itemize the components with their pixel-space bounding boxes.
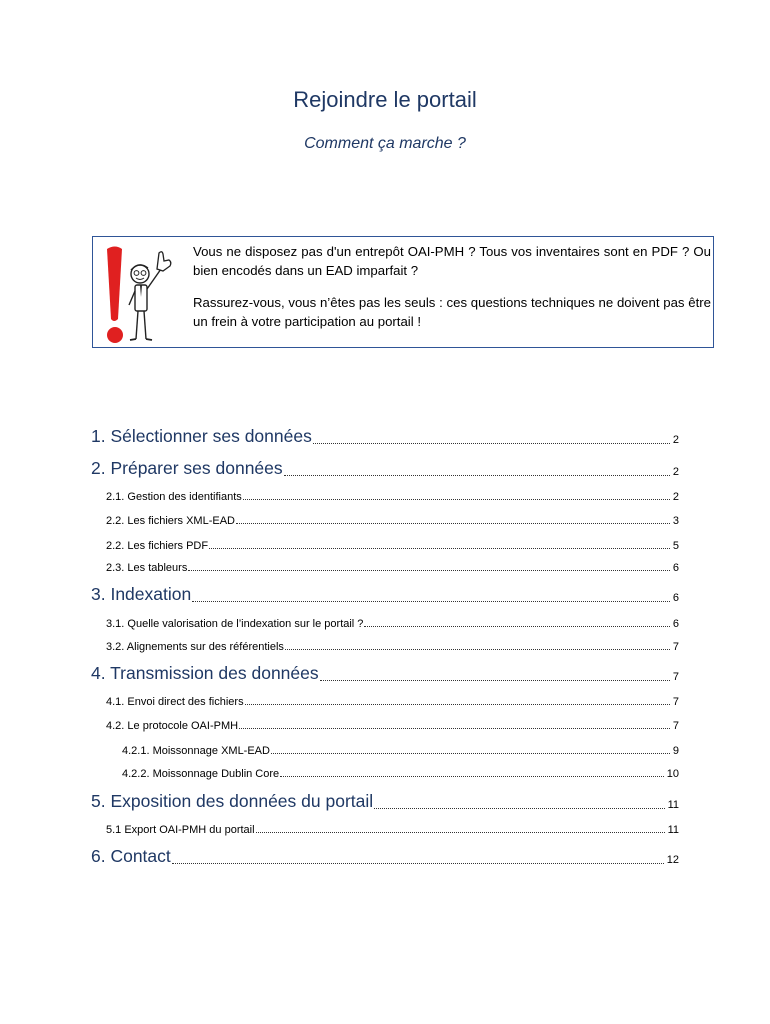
toc-entry[interactable] bbox=[91, 845, 679, 867]
toc-dot-leader bbox=[188, 569, 670, 571]
toc-dot-leader bbox=[192, 600, 670, 602]
toc-dot-leader bbox=[172, 862, 664, 864]
toc-entry-label: 3. Indexation bbox=[91, 584, 192, 604]
toc-entry-label: 2.1. Gestion des identifiants bbox=[106, 491, 242, 503]
toc-entry-label: 3.2. Alignements sur des référentiels bbox=[106, 641, 284, 653]
toc-entry-label: 2.2. Les fichiers PDF bbox=[106, 540, 209, 552]
toc-entry-page: 2 bbox=[672, 466, 679, 478]
toc-dot-leader bbox=[364, 625, 669, 627]
toc-entry-label: 5. Exposition des données du portail bbox=[91, 791, 374, 811]
toc-entry[interactable] bbox=[106, 487, 679, 503]
toc-entry-page: 5 bbox=[672, 540, 679, 552]
toc-entry-page: 2 bbox=[672, 434, 679, 446]
toc-dot-leader bbox=[239, 727, 670, 729]
notice-text bbox=[193, 242, 711, 344]
toc-entry-label: 4. Transmission des données bbox=[91, 663, 319, 683]
toc-dot-leader bbox=[209, 547, 670, 549]
toc-entry[interactable] bbox=[106, 820, 679, 836]
toc-entry-page: 6 bbox=[672, 618, 679, 630]
toc-entry-label: 6. Contact bbox=[91, 846, 171, 866]
page-title: Rejoindre le portail bbox=[293, 87, 477, 112]
toc-entry-page: 2 bbox=[672, 491, 679, 503]
toc-entry-page: 9 bbox=[672, 745, 679, 757]
toc-dot-leader bbox=[256, 831, 665, 833]
toc-entry[interactable] bbox=[91, 425, 679, 447]
toc-dot-leader bbox=[271, 752, 670, 754]
toc-entry-label: 3.1. Quelle valorisation de l’indexation sur le portail ? bbox=[106, 618, 364, 630]
toc-entry-page: 6 bbox=[672, 562, 679, 574]
toc-entry[interactable] bbox=[106, 716, 679, 732]
toc-entry[interactable] bbox=[106, 637, 679, 653]
notice-box bbox=[92, 236, 714, 348]
toc-entry-label: 4.2.2. Moissonnage Dublin Core bbox=[122, 768, 280, 780]
toc-dot-leader bbox=[280, 775, 664, 777]
toc-entry[interactable] bbox=[122, 764, 679, 780]
toc-entry[interactable] bbox=[106, 536, 679, 552]
toc-entry-label: 4.1. Envoi direct des fichiers bbox=[106, 696, 244, 708]
toc-entry-page: 3 bbox=[672, 515, 679, 527]
notice-paragraph-2: Rassurez-vous, vous n’êtes pas les seuls : ces questions techniques ne doivent pas être un frein à votre participation au portail ! bbox=[193, 295, 711, 329]
toc-entry[interactable] bbox=[122, 741, 679, 757]
toc-entry[interactable] bbox=[106, 558, 679, 574]
toc-dot-leader bbox=[245, 703, 670, 705]
toc-entry-page: 10 bbox=[666, 768, 679, 780]
toc-entry[interactable] bbox=[91, 457, 679, 479]
exclamation-mark-person-icon bbox=[99, 241, 175, 345]
toc-entry-label: 2. Préparer ses données bbox=[91, 458, 283, 478]
toc-entry-page: 6 bbox=[672, 592, 679, 604]
toc-dot-leader bbox=[320, 679, 670, 681]
toc-entry-label: 1. Sélectionner ses données bbox=[91, 426, 312, 446]
toc-entry-label: 4.2. Le protocole OAI-PMH bbox=[106, 720, 239, 732]
toc-entry[interactable] bbox=[91, 583, 679, 605]
toc-entry-page: 7 bbox=[672, 671, 679, 683]
toc-entry[interactable] bbox=[106, 614, 679, 630]
toc-entry-label: 5.1 Export OAI-PMH du portail bbox=[106, 824, 255, 836]
toc-dot-leader bbox=[284, 474, 670, 476]
toc-dot-leader bbox=[374, 807, 664, 809]
toc-dot-leader bbox=[236, 522, 670, 524]
toc-entry[interactable] bbox=[91, 790, 679, 812]
toc-entry-page: 11 bbox=[667, 799, 679, 811]
toc-entry-label: 2.3. Les tableurs bbox=[106, 562, 188, 574]
toc-entry-page: 7 bbox=[672, 696, 679, 708]
page-subtitle: Comment ça marche ? bbox=[304, 135, 466, 152]
toc-dot-leader bbox=[285, 648, 670, 650]
toc-dot-leader bbox=[313, 442, 670, 444]
toc-entry-page: 7 bbox=[672, 720, 679, 732]
toc-dot-leader bbox=[243, 498, 670, 500]
toc-entry-page: 11 bbox=[667, 824, 679, 836]
toc-entry[interactable] bbox=[106, 692, 679, 708]
toc-entry-page: 7 bbox=[672, 641, 679, 653]
toc-entry-label: 4.2.1. Moissonnage XML-EAD bbox=[122, 745, 270, 757]
toc-entry-page: 12 bbox=[666, 854, 679, 866]
toc-entry[interactable] bbox=[106, 511, 679, 527]
toc-entry[interactable] bbox=[91, 662, 679, 684]
notice-paragraph-1: Vous ne disposez pas d'un entrepôt OAI-PMH ? Tous vos inventaires sont en PDF ? Ou bien encodés dans un EAD imparfait ? bbox=[193, 244, 711, 278]
toc-entry-label: 2.2. Les fichiers XML-EAD bbox=[106, 515, 235, 527]
